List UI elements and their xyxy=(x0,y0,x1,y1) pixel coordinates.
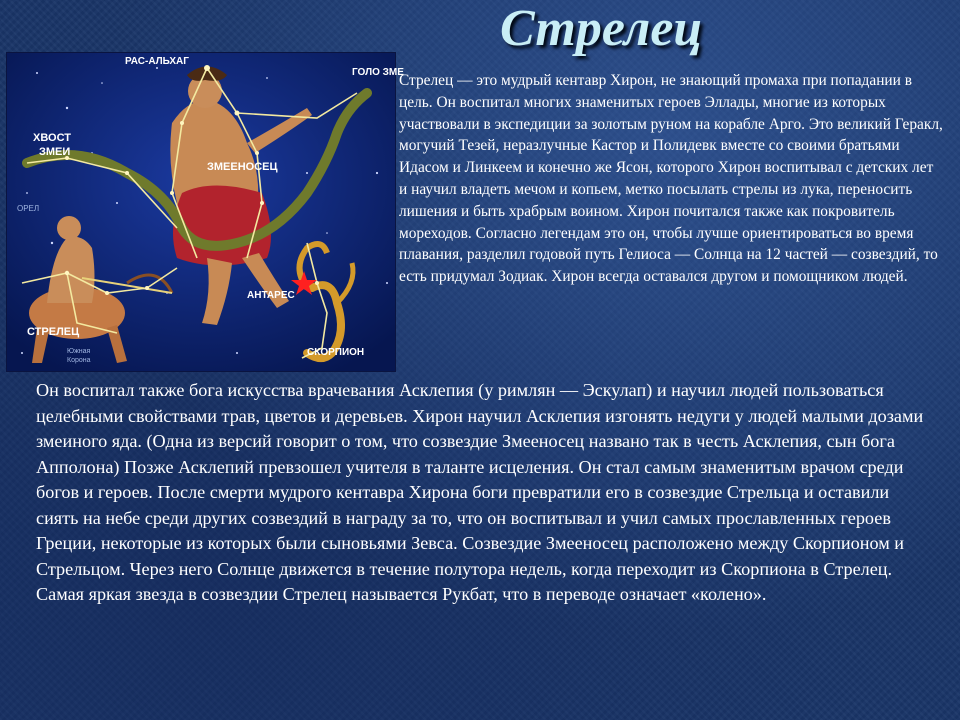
label-serpent-tail-line2: ЗМЕИ xyxy=(39,146,71,158)
label-serpent-head: ГОЛО ЗМЕ xyxy=(352,67,404,78)
slide-title: Стрелец xyxy=(500,0,703,57)
label-ophiuchus: ЗМЕЕНОСЕЦ xyxy=(207,161,278,173)
label-south-crown-line1: Южная xyxy=(67,348,91,355)
intro-paragraph: Стрелец — это мудрый кентавр Хирон, не знающий промаха при попадании в цель. Он воспитал многих знаменитых героев Эллады, многие из которых участвовали в экспедиции за золотым руном на корабле Арго. Это великий Геракл, могучий Тезей, неразлучные Кастор и Полидевк вместе со своими братьями Идасом и Линкеем и конечно же Ясон, которого Хирон воспитывал с детских лет и научил владеть мечом и копьем, метко посылать стрелы из лука, переносить лишения и быть храбрым воином. Хирон почитался также как покровитель мореходов. Согласно легендам это он, чтобы лучше ориентироваться во время плавания, разделил годовой путь Гелиоса — Солнца на 12 частей — созвездий, то есть придумал Зодиак. Хирон всегда оставался другом и помощником людей. xyxy=(399,72,943,286)
constellation-map-image xyxy=(6,52,404,372)
label-scorpius: СКОРПИОН xyxy=(307,347,365,358)
label-south-crown-line2: Корона xyxy=(67,357,91,364)
label-sagittarius: СТРЕЛЕЦ xyxy=(27,326,80,338)
label-eagle: ОРЕЛ xyxy=(17,204,40,213)
label-antares: АНТАРЕС xyxy=(247,290,295,301)
label-serpent-tail-line1: ХВОСТ xyxy=(33,132,71,144)
body-paragraph: Он воспитал также бога искусства врачевания Асклепия (у римлян — Эскулап) и научил людей пользоваться целебными свойствами трав, цветов и деревьев. Хирон научил Асклепия изгонять недуги у людей малыми дозами змеиного яда. (Одна из версий говорит о том, что созвездие Змееносец названо так в честь Асклепия, сын бога Апполона) Позже Асклепий превзошел учителя в таланте исцеления. Он стал самым знаменитым врачом среди богов и героев. После смерти мудрого кентавра Хирона боги превратили его в созвездие Стрельца и оставили сиять на небе среди других созвездий в награду за то, что он воспитывал и учил самых прославленных героев Греции, некоторые из которых были сыновьями Зевса. Созвездие Змееносец расположено между Скорпионом и Стрельцом. Через него Солнце движется в течение полутора недель, когда переходит из Скорпиона в Стрелец. Самая яркая звезда в созвездии Стрелец называется Рукбат, что в переводе означает «колено». xyxy=(36,380,924,604)
label-ras-alhague: РАС-АЛЬХАГ xyxy=(125,56,189,67)
